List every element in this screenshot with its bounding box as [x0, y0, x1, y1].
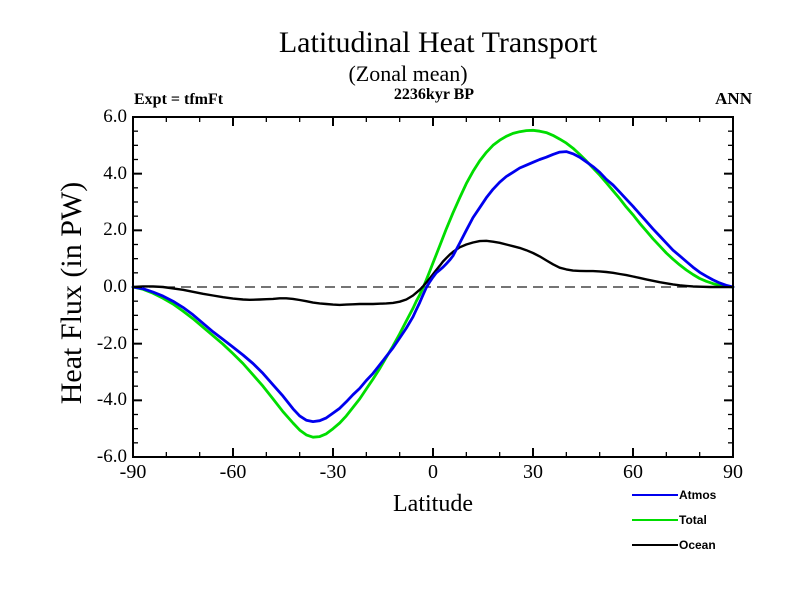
series-line-total	[133, 130, 733, 437]
y-tick-label: 4.0	[103, 162, 127, 184]
x-tick-label: -60	[219, 461, 247, 483]
legend-line-atmos	[632, 494, 678, 496]
experiment-label: Expt = tfmFt	[134, 91, 224, 108]
x-tick-label: -30	[319, 461, 347, 483]
page-title: Latitudinal Heat Transport	[278, 26, 598, 59]
y-tick-label: 2.0	[103, 219, 127, 241]
y-tick-label: 6.0	[103, 106, 127, 127]
chart-subtitle: (Zonal mean)	[348, 61, 468, 86]
series-line-ocean	[133, 241, 733, 305]
legend-label-total: Total	[679, 513, 707, 527]
x-tick-label: 90	[723, 461, 743, 483]
legend-item-total	[632, 513, 716, 527]
x-tick-label: -90	[119, 461, 147, 483]
y-tick-label: -4.0	[96, 389, 127, 411]
legend-label-atmos: Atmos	[679, 488, 717, 502]
x-tick-label: 0	[428, 461, 438, 483]
legend	[632, 488, 716, 563]
y-tick-label: -2.0	[96, 332, 127, 354]
x-axis-title: Latitude	[393, 491, 473, 517]
x-tick-label: 30	[523, 461, 543, 483]
y-tick-label: 0.0	[103, 276, 127, 297]
legend-line-total	[632, 519, 678, 521]
legend-item-ocean	[632, 538, 716, 552]
y-axis-title: Heat Flux (in PW)	[55, 181, 88, 405]
x-tick-label: 60	[623, 461, 643, 483]
legend-line-ocean	[632, 544, 678, 546]
legend-item-atmos	[632, 488, 716, 502]
y-tick-label: -6.0	[96, 446, 127, 467]
legend-label-ocean: Ocean	[679, 538, 716, 552]
season-label: ANN	[715, 89, 752, 108]
time-label: 2236kyr BP	[393, 86, 475, 103]
